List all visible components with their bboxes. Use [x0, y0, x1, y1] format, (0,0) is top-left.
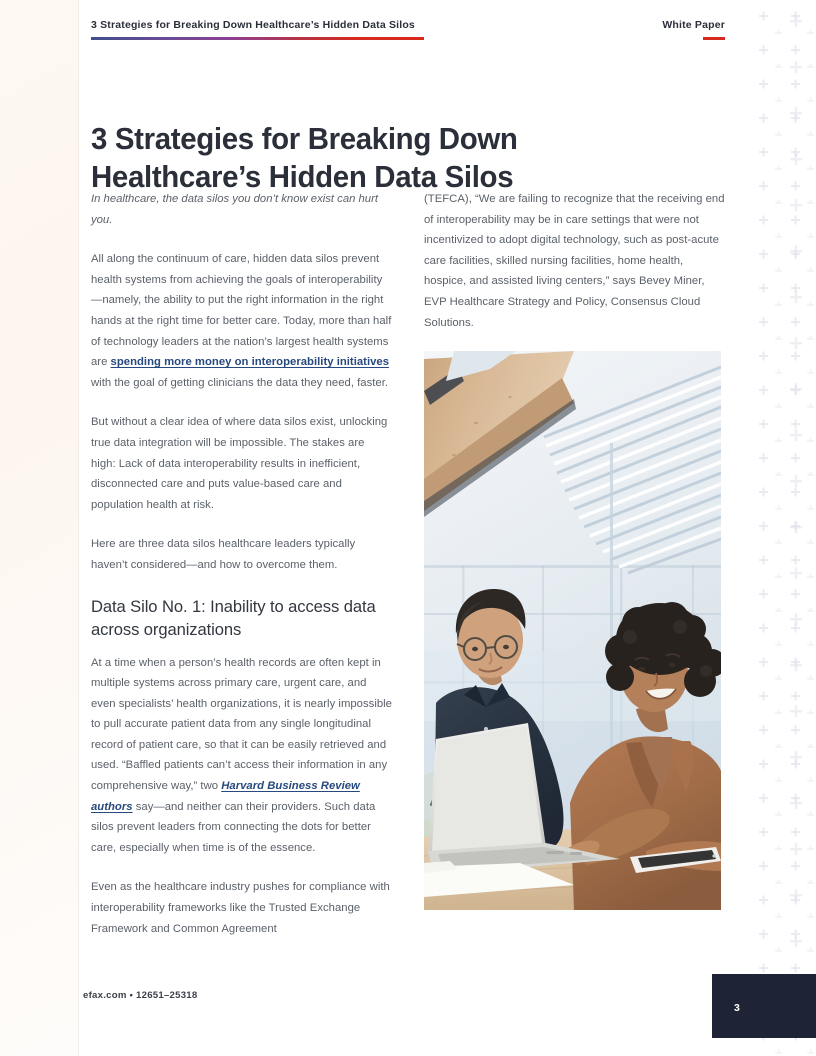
lede-paragraph: In healthcare, the data silos you don’t know exist can hurt you. [91, 193, 378, 226]
document-type-label: White Paper [662, 19, 725, 31]
footer-source-note: efax.com • 12651–25318 [83, 990, 198, 1001]
document-type-rule [703, 37, 725, 40]
right-column [424, 189, 725, 352]
running-header-left [91, 19, 424, 40]
photo-colleagues-at-laptop [424, 351, 721, 910]
paragraph-1 [91, 249, 392, 393]
paragraph-1-text-before: All along the continuum of care, hidden data silos prevent health systems from achieving the goals of interoperability—namely, the ability to put the right information in the right hands at the right time for better care. Today, more than half of technology leaders at the nation’s largest health systems are [91, 253, 392, 369]
left-edge-wash [0, 0, 79, 1056]
section-heading-data-silo-1: Data Silo No. 1: Inability to access data across organizations [91, 596, 376, 639]
paragraph-3: Here are three data silos healthcare leaders typically haven’t considered—and how to overcome them. [91, 538, 356, 571]
paragraph-4-text-before: At a time when a person’s health records are often kept in multiple systems across primary care, urgent care, and even specialists’ health organizations, it is nearly impossible to pull accurate patient data from any single longitudinal record of patient care, so that it can be easily retrieved and used. “Baffled patients can’t access their information in any comprehensive way,” two [91, 656, 392, 793]
page-number-badge [712, 974, 816, 1038]
paragraph-5: Even as the healthcare industry pushes for compliance with interoperability frameworks like the Trusted Exchange Framework and Common Agreement [91, 881, 390, 935]
paragraph-2: But without a clear idea of where data silos exist, unlocking true data integration will be impossible. The stakes are high: Lack of data interoperability results in inefficient, disconnected care and puts value-based care and population health at risk. [91, 416, 388, 511]
paragraph-1-text-after: with the goal of getting clinicians the data they need, faster. [91, 376, 389, 389]
page-title: 3 Strategies for Breaking Down Healthcare’s Hidden Data Silos [91, 122, 518, 194]
running-header [91, 19, 725, 40]
running-header-right [662, 19, 725, 40]
link-interoperability-spending[interactable]: spending more money on interoperability initiatives [110, 356, 390, 369]
left-column [91, 189, 392, 958]
link-harvard-business-review-authors[interactable]: Harvard Business Review authors [91, 780, 360, 813]
paragraph-4-text-after: say—and neither can their providers. Such data silos prevent leaders from connecting the dots for better care, especially when time is of the essence. [91, 800, 376, 854]
running-header-title: 3 Strategies for Breaking Down Healthcare’s Hidden Data Silos [91, 19, 415, 31]
paragraph-4 [91, 653, 392, 859]
page-number: 3 [734, 1002, 741, 1014]
running-header-gradient-rule [91, 37, 424, 40]
plus-pattern-decoration-secondary [786, 0, 816, 1056]
left-edge-rule [78, 0, 79, 1056]
paragraph-6: (TEFCA), “We are failing to recognize that the receiving end of interoperability may be in care settings that were not incentivized to adopt digital technology, such as post-acute care facilities, skilled nursing facilities, home health, hospice, and assisted living centers,” says Bevey Miner, EVP Healthcare Strategy and Policy, Consensus Cloud Solutions. [424, 193, 725, 329]
